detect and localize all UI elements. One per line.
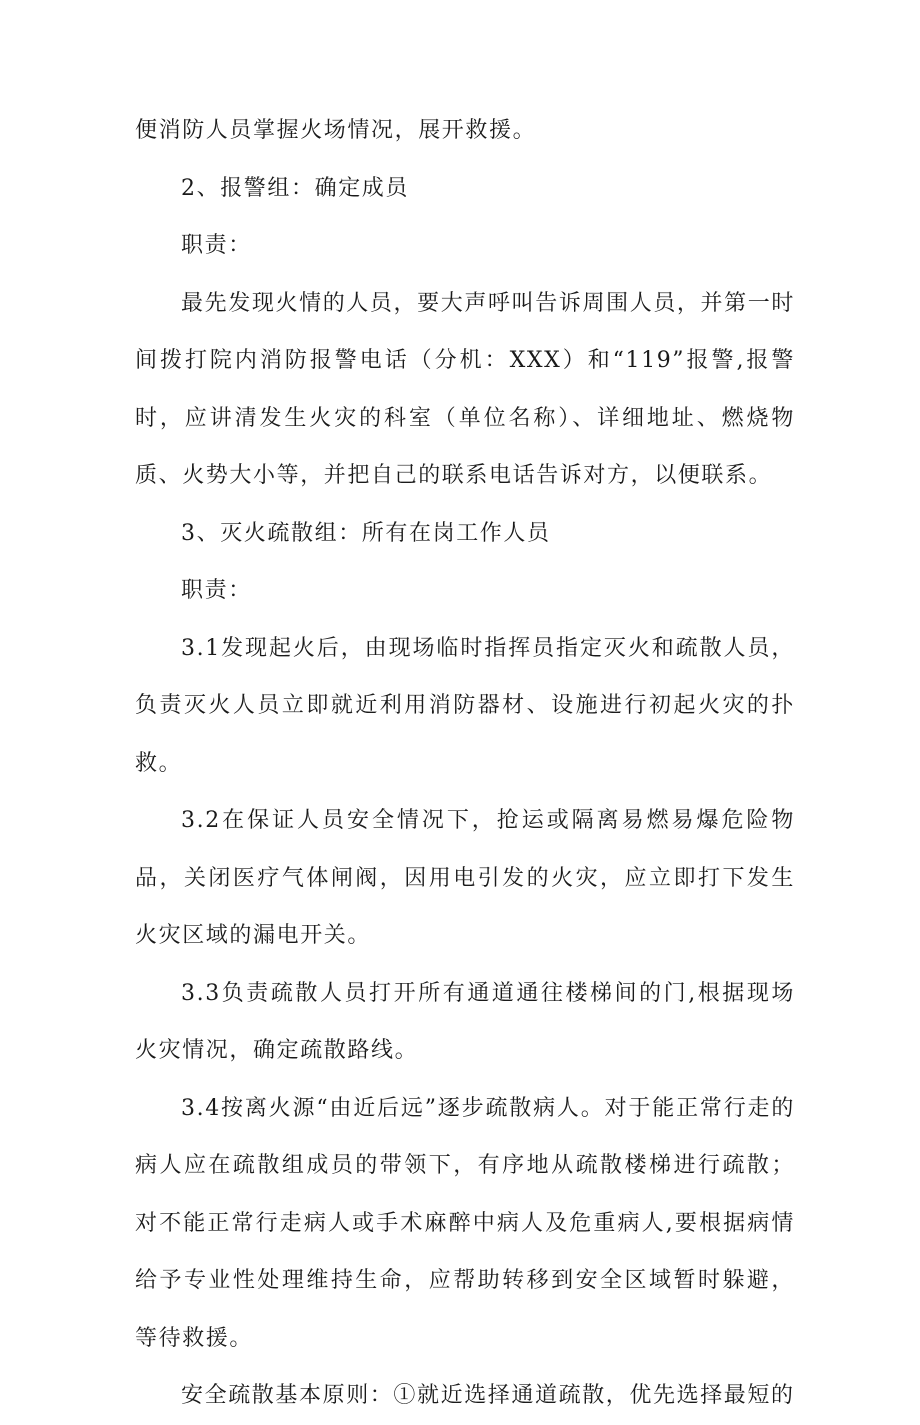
paragraph-alarm-duties: 最先发现火情的人员，要大声呼叫告诉周围人员，并第一时间拨打院内消防报警电话（分机：XXX）和“119”报警,报警时，应讲清发生火灾的科室（单位名称）、详细地址、燃烧物质、火势大小等，并把自己的联系电话告诉对方，以便联系。 xyxy=(135,290,795,488)
paragraph-3-2: 3.2在保证人员安全情况下，抢运或隔离易燃易爆危险物品，关闭医疗气体闸阀，因用电引发的火灾，应立即打下发生火灾区域的漏电开关。 xyxy=(135,808,795,948)
document-body xyxy=(135,102,795,1425)
label-duties: 职责： xyxy=(181,233,252,258)
paragraph-evacuation-principles: 安全疏散基本原则：①就近选择通道疏散，优先选择最短的 xyxy=(181,1383,795,1408)
paragraph-continuation: 便消防人员掌握火场情况，展开救援。 xyxy=(135,118,537,143)
heading-alarm-group: 2、报警组：确定成员 xyxy=(181,175,409,201)
paragraph-3-1: 3.1发现起火后，由现场临时指挥员指定灭火和疏散人员，负责灭火人员立即就近利用消防器材、设施进行初起火灾的扑救。 xyxy=(135,635,795,776)
paragraph-3-3: 3.3负责疏散人员打开所有通道通往楼梯间的门,根据现场火灾情况，确定疏散路线。 xyxy=(135,980,795,1063)
label-duties: 职责： xyxy=(181,578,252,603)
paragraph-3-4: 3.4按离火源“由近后远”逐步疏散病人。对于能正常行走的病人应在疏散组成员的带领下，有序地从疏散楼梯进行疏散；对不能正常行走病人或手术麻醉中病人及危重病人,要根据病情给予专业性处理维持生命，应帮助转移到安全区域暂时躲避，等待救援。 xyxy=(135,1095,795,1351)
heading-evacuation-group: 3、灭火疏散组：所有在岗工作人员 xyxy=(181,520,551,546)
